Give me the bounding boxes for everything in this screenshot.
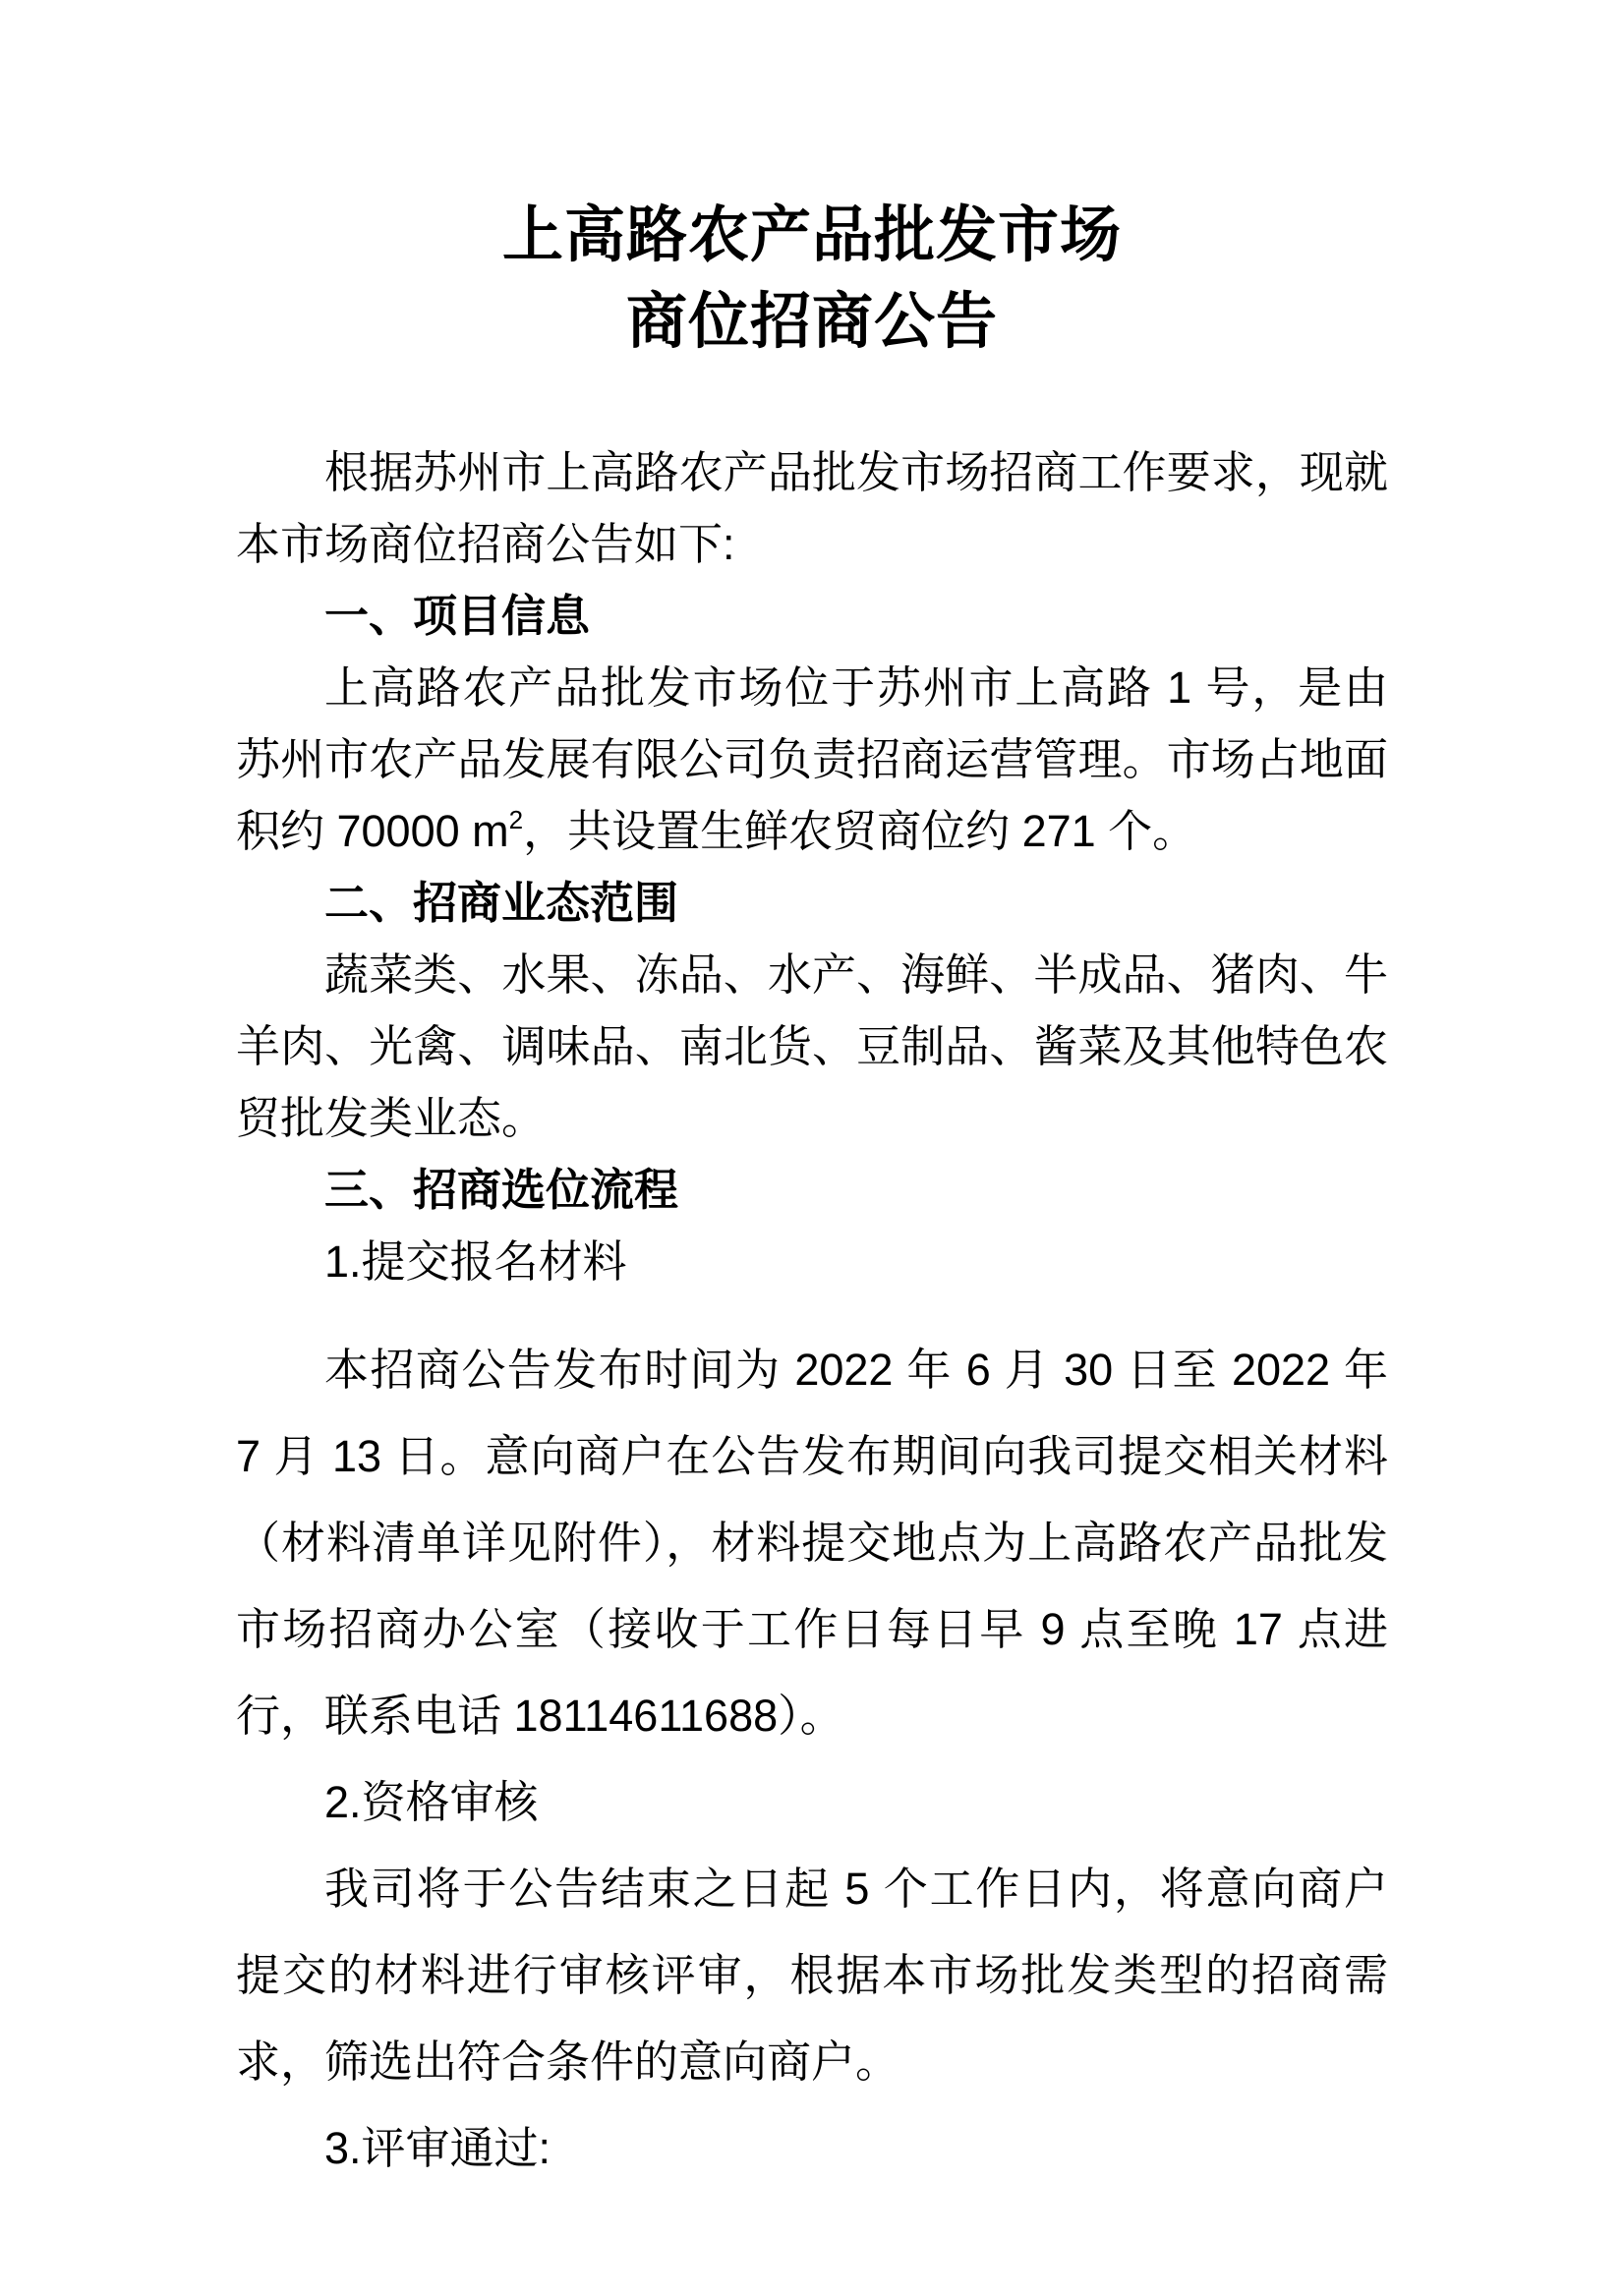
section3-step2-title: 2.资格审核 <box>324 1777 539 1827</box>
section3-step1-paragraph: 本招商公告发布时间为 2022 年 6 月 30 日至 2022 年 7 月 13 日。意向商户在公告发布期间向我司提交相关材料（材料清单详见附件），材料提交地点为上高路农产品批发市场招商办公室（接收于工作日每日早 9 点至晚 17 点进行，联系电话 18114611688）。 <box>236 1345 1388 1741</box>
section2-heading: 二、招商业态范围 <box>324 878 679 928</box>
section3-step1-title: 1.提交报名材料 <box>324 1236 627 1287</box>
document-content <box>236 193 1388 2192</box>
intro-paragraph: 根据苏州市上高路农产品批发市场招商工作要求，现就本市场商位招商公告如下: <box>236 447 1388 569</box>
section1-paragraph <box>236 652 1388 867</box>
section1-text-after-superscript: ，共设置生鲜农贸商位约 271 个。 <box>523 806 1197 856</box>
title-line-1: 上高路农产品批发市场 <box>501 201 1122 269</box>
section3-heading: 三、招商选位流程 <box>324 1165 679 1215</box>
square-meter-superscript: 2 <box>508 805 524 834</box>
section3-step2-paragraph: 我司将于公告结束之日起 5 个工作日内，将意向商户提交的材料进行审核评审，根据本市场批发类型的招商需求，筛选出符合条件的意向商户。 <box>236 1864 1388 2087</box>
section2-paragraph: 蔬菜类、水果、冻品、水产、海鲜、半成品、猪肉、牛羊肉、光禽、调味品、南北货、豆制品、酱菜及其他特色农贸批发类业态。 <box>236 949 1388 1143</box>
document-title <box>236 193 1388 366</box>
section3-step3-title: 3.评审通过: <box>324 2123 551 2173</box>
title-line-2: 商位招商公告 <box>625 288 998 356</box>
section1-heading: 一、项目信息 <box>324 591 591 641</box>
section1-text-before-superscript: 上高路农产品批发市场位于苏州市上高路 1 号，是由苏州市农产品发展有限公司负责招商运营管理。市场占地面积约 70000 m <box>236 662 1388 856</box>
